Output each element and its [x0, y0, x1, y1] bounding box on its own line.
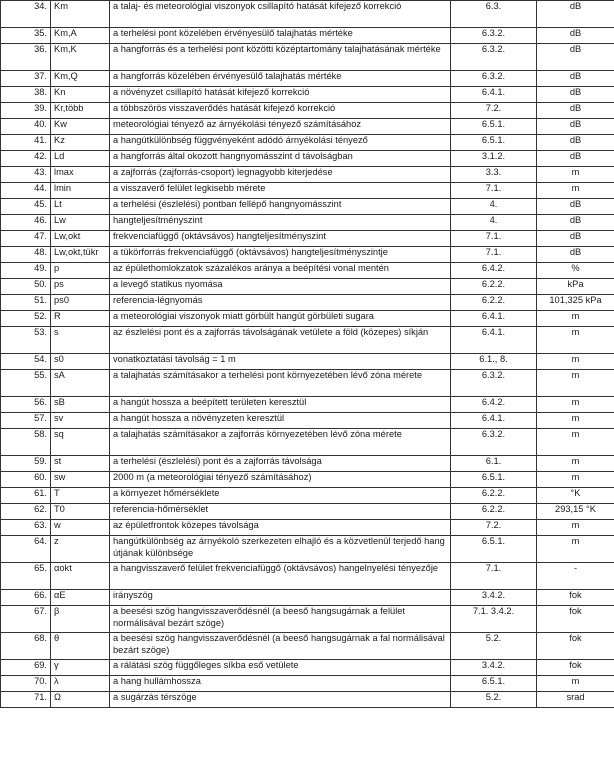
unit-cell: 101,325 kPa — [537, 295, 614, 311]
row-number-cell: 53. — [1, 327, 51, 354]
symbol-cell: Lw — [51, 215, 110, 231]
row-number-cell: 56. — [1, 397, 51, 413]
symbol-cell: β — [51, 606, 110, 633]
symbol-cell: λ — [51, 676, 110, 692]
unit-cell: fok — [537, 606, 614, 633]
row-number-cell: 50. — [1, 279, 51, 295]
symbol-cell: Kr,több — [51, 103, 110, 119]
section-ref-cell: 6.4.1. — [451, 87, 537, 103]
section-ref-cell: 6.5.1. — [451, 676, 537, 692]
row-number-cell: 48. — [1, 247, 51, 263]
section-ref-cell: 7.1. — [451, 563, 537, 590]
symbol-cell: Ld — [51, 151, 110, 167]
symbol-cell: lmin — [51, 183, 110, 199]
table-row — [1, 536, 614, 563]
symbol-cell: lmax — [51, 167, 110, 183]
description-cell: a hangforrás által okozott hangnyomásszint d távolságban — [110, 151, 451, 167]
row-number-cell: 71. — [1, 692, 51, 708]
section-ref-cell: 6.1., 8. — [451, 354, 537, 370]
section-ref-cell: 3.3. — [451, 167, 537, 183]
row-number-cell: 65. — [1, 563, 51, 590]
description-cell: a hangvisszaverő felület frekvenciafüggő (oktávsávos) hangelnyelési tényezője — [110, 563, 451, 590]
section-ref-cell: 3.1.2. — [451, 151, 537, 167]
symbol-cell: θ — [51, 633, 110, 660]
row-number-cell: 41. — [1, 135, 51, 151]
table-row — [1, 311, 614, 327]
row-number-cell: 68. — [1, 633, 51, 660]
row-number-cell: 70. — [1, 676, 51, 692]
description-cell: a tükörforrás frekvenciafüggő (oktávsávos) hangteljesítményszintje — [110, 247, 451, 263]
row-number-cell: 64. — [1, 536, 51, 563]
table-row — [1, 676, 614, 692]
description-cell: a hangút hossza a növényzeten keresztül — [110, 413, 451, 429]
symbol-cell: γ — [51, 660, 110, 676]
description-cell: irányszög — [110, 590, 451, 606]
description-cell: a beesési szög hangvisszaverődésnél (a beeső hangsugárnak a felület normálisával bezárt szöge) — [110, 606, 451, 633]
description-cell: vonatkoztatási távolság = 1 m — [110, 354, 451, 370]
unit-cell: m — [537, 311, 614, 327]
unit-cell: m — [537, 397, 614, 413]
description-cell: a hangútkülönbség függvényeként adódó árnyékolási tényező — [110, 135, 451, 151]
table-row — [1, 354, 614, 370]
section-ref-cell: 7.1. — [451, 183, 537, 199]
unit-cell: m — [537, 413, 614, 429]
unit-cell: dB — [537, 87, 614, 103]
unit-cell: m — [537, 676, 614, 692]
description-cell: a meteorológiai viszonyok miatt görbült hangút görbületi sugara — [110, 311, 451, 327]
symbol-cell: Kw — [51, 119, 110, 135]
unit-cell: dB — [537, 44, 614, 71]
section-ref-cell: 6.5.1. — [451, 536, 537, 563]
section-ref-cell: 6.2.2. — [451, 504, 537, 520]
description-cell: a terhelési (észlelési) pontban fellépő hangnyomásszint — [110, 199, 451, 215]
table-row — [1, 263, 614, 279]
unit-cell: dB — [537, 151, 614, 167]
section-ref-cell: 7.1. — [451, 231, 537, 247]
table-row — [1, 1, 614, 28]
table-row — [1, 119, 614, 135]
table-row — [1, 199, 614, 215]
row-number-cell: 66. — [1, 590, 51, 606]
table-row — [1, 429, 614, 456]
row-number-cell: 58. — [1, 429, 51, 456]
row-number-cell: 43. — [1, 167, 51, 183]
unit-cell: m — [537, 520, 614, 536]
table-row — [1, 87, 614, 103]
symbol-cell: ps — [51, 279, 110, 295]
row-number-cell: 52. — [1, 311, 51, 327]
unit-cell: fok — [537, 660, 614, 676]
section-ref-cell: 7.1. 3.4.2. — [451, 606, 537, 633]
symbol-cell: s0 — [51, 354, 110, 370]
row-number-cell: 34. — [1, 1, 51, 28]
section-ref-cell: 7.2. — [451, 520, 537, 536]
table-row — [1, 44, 614, 71]
unit-cell: dB — [537, 71, 614, 87]
table-row — [1, 247, 614, 263]
section-ref-cell: 6.5.1. — [451, 472, 537, 488]
unit-cell: m — [537, 370, 614, 397]
description-cell: meteorológiai tényező az árnyékolási tényező számításához — [110, 119, 451, 135]
table-row — [1, 135, 614, 151]
symbol-cell: ps0 — [51, 295, 110, 311]
symbol-cell: Lw,okt — [51, 231, 110, 247]
symbol-cell: T — [51, 488, 110, 504]
symbol-table-body — [1, 1, 614, 708]
row-number-cell: 67. — [1, 606, 51, 633]
section-ref-cell: 6.2.2. — [451, 488, 537, 504]
section-ref-cell: 6.3.2. — [451, 44, 537, 71]
unit-cell: dB — [537, 119, 614, 135]
description-cell: a talaj- és meteorológiai viszonyok csillapító hatását kifejező korrekció — [110, 1, 451, 28]
unit-cell: dB — [537, 1, 614, 28]
description-cell: hangútkülönbség az árnyékoló szerkezeten elhajló és a közvetlenül terjedő hang útjának különbsége — [110, 536, 451, 563]
symbol-cell: w — [51, 520, 110, 536]
symbol-cell: Km,K — [51, 44, 110, 71]
description-cell: a talajhatás számításakor a zajforrás környezetében lévő zóna mérete — [110, 429, 451, 456]
unit-cell: m — [537, 472, 614, 488]
description-cell: a sugárzás térszöge — [110, 692, 451, 708]
row-number-cell: 44. — [1, 183, 51, 199]
section-ref-cell: 6.2.2. — [451, 279, 537, 295]
description-cell: a levegő statikus nyomása — [110, 279, 451, 295]
unit-cell: srad — [537, 692, 614, 708]
unit-cell: % — [537, 263, 614, 279]
symbol-cell: αokt — [51, 563, 110, 590]
unit-cell: m — [537, 354, 614, 370]
description-cell: a hangút hossza a beépített területen keresztül — [110, 397, 451, 413]
unit-cell: dB — [537, 28, 614, 44]
table-row — [1, 28, 614, 44]
symbol-cell: Ω — [51, 692, 110, 708]
table-row — [1, 279, 614, 295]
symbol-cell: p — [51, 263, 110, 279]
unit-cell: dB — [537, 103, 614, 119]
unit-cell: m — [537, 429, 614, 456]
section-ref-cell: 5.2. — [451, 633, 537, 660]
row-number-cell: 45. — [1, 199, 51, 215]
table-row — [1, 397, 614, 413]
symbol-cell: Kz — [51, 135, 110, 151]
row-number-cell: 37. — [1, 71, 51, 87]
description-cell: a környezet hőmérséklete — [110, 488, 451, 504]
description-cell: a hang hullámhossza — [110, 676, 451, 692]
table-row — [1, 456, 614, 472]
description-cell: a beesési szög hangvisszaverődésnél (a beeső hangsugárnak a fal normálisával bezárt szöge) — [110, 633, 451, 660]
symbol-cell: T0 — [51, 504, 110, 520]
row-number-cell: 51. — [1, 295, 51, 311]
description-cell: a visszaverő felület legkisebb mérete — [110, 183, 451, 199]
description-cell: az épületfrontok közepes távolsága — [110, 520, 451, 536]
table-row — [1, 231, 614, 247]
row-number-cell: 55. — [1, 370, 51, 397]
section-ref-cell: 6.4.2. — [451, 397, 537, 413]
table-row — [1, 606, 614, 633]
section-ref-cell: 6.3. — [451, 1, 537, 28]
table-row — [1, 472, 614, 488]
section-ref-cell: 6.2.2. — [451, 295, 537, 311]
section-ref-cell: 7.1. — [451, 247, 537, 263]
unit-cell: dB — [537, 231, 614, 247]
description-cell: referencia-légnyomás — [110, 295, 451, 311]
row-number-cell: 60. — [1, 472, 51, 488]
description-cell: az észlelési pont és a zajforrás távolságának vetülete a föld (közepes) síkján — [110, 327, 451, 354]
symbol-cell: z — [51, 536, 110, 563]
table-row — [1, 151, 614, 167]
table-row — [1, 488, 614, 504]
row-number-cell: 63. — [1, 520, 51, 536]
section-ref-cell: 6.3.2. — [451, 28, 537, 44]
table-row — [1, 327, 614, 354]
section-ref-cell: 6.3.2. — [451, 370, 537, 397]
unit-cell: - — [537, 563, 614, 590]
unit-cell: dB — [537, 135, 614, 151]
symbol-cell: sA — [51, 370, 110, 397]
section-ref-cell: 7.2. — [451, 103, 537, 119]
row-number-cell: 69. — [1, 660, 51, 676]
section-ref-cell: 6.1. — [451, 456, 537, 472]
unit-cell: m — [537, 536, 614, 563]
description-cell: hangteljesítményszint — [110, 215, 451, 231]
section-ref-cell: 3.4.2. — [451, 660, 537, 676]
table-row — [1, 633, 614, 660]
unit-cell: dB — [537, 247, 614, 263]
symbol-cell: s — [51, 327, 110, 354]
table-row — [1, 590, 614, 606]
unit-cell: dB — [537, 215, 614, 231]
row-number-cell: 39. — [1, 103, 51, 119]
description-cell: a hangforrás és a terhelési pont közötti középtartomány talajhatásának mértéke — [110, 44, 451, 71]
description-cell: a hangforrás közelében érvényesülő talajhatás mértéke — [110, 71, 451, 87]
table-row — [1, 692, 614, 708]
symbol-cell: Km,A — [51, 28, 110, 44]
symbol-cell: Lw,okt,tükr — [51, 247, 110, 263]
description-cell: a többszörös visszaverődés hatását kifejező korrekció — [110, 103, 451, 119]
unit-cell: fok — [537, 590, 614, 606]
row-number-cell: 54. — [1, 354, 51, 370]
symbol-cell: sB — [51, 397, 110, 413]
row-number-cell: 49. — [1, 263, 51, 279]
row-number-cell: 46. — [1, 215, 51, 231]
row-number-cell: 36. — [1, 44, 51, 71]
section-ref-cell: 5.2. — [451, 692, 537, 708]
symbol-cell: Km,Q — [51, 71, 110, 87]
symbol-cell: Lt — [51, 199, 110, 215]
symbol-cell: Kn — [51, 87, 110, 103]
description-cell: frekvenciafüggő (oktávsávos) hangteljesítményszint — [110, 231, 451, 247]
unit-cell: kPa — [537, 279, 614, 295]
section-ref-cell: 4. — [451, 215, 537, 231]
symbol-cell: sq — [51, 429, 110, 456]
description-cell: a rálátási szög függőleges síkba eső vetülete — [110, 660, 451, 676]
unit-cell: °K — [537, 488, 614, 504]
table-row — [1, 563, 614, 590]
description-cell: a terhelési pont közelében érvényesülő talajhatás mértéke — [110, 28, 451, 44]
symbol-cell: R — [51, 311, 110, 327]
table-row — [1, 295, 614, 311]
section-ref-cell: 6.5.1. — [451, 135, 537, 151]
row-number-cell: 59. — [1, 456, 51, 472]
symbol-cell: αE — [51, 590, 110, 606]
table-row — [1, 167, 614, 183]
description-cell: az épülethomlokzatok százalékos aránya a beépítési vonal mentén — [110, 263, 451, 279]
row-number-cell: 42. — [1, 151, 51, 167]
table-row — [1, 660, 614, 676]
description-cell: 2000 m (a meteorológiai tényező számításához) — [110, 472, 451, 488]
unit-cell: dB — [537, 199, 614, 215]
table-row — [1, 520, 614, 536]
unit-cell: m — [537, 183, 614, 199]
section-ref-cell: 6.4.2. — [451, 263, 537, 279]
description-cell: referencia-hőmérséklet — [110, 504, 451, 520]
table-row — [1, 370, 614, 397]
section-ref-cell: 6.4.1. — [451, 327, 537, 354]
symbol-cell: Km — [51, 1, 110, 28]
unit-cell: m — [537, 167, 614, 183]
section-ref-cell: 6.4.1. — [451, 413, 537, 429]
row-number-cell: 38. — [1, 87, 51, 103]
unit-cell: m — [537, 456, 614, 472]
section-ref-cell: 6.3.2. — [451, 71, 537, 87]
section-ref-cell: 4. — [451, 199, 537, 215]
symbol-cell: sv — [51, 413, 110, 429]
row-number-cell: 61. — [1, 488, 51, 504]
section-ref-cell: 6.5.1. — [451, 119, 537, 135]
description-cell: a zajforrás (zajforrás-csoport) legnagyobb kiterjedése — [110, 167, 451, 183]
row-number-cell: 35. — [1, 28, 51, 44]
unit-cell: m — [537, 327, 614, 354]
table-row — [1, 215, 614, 231]
table-row — [1, 504, 614, 520]
row-number-cell: 62. — [1, 504, 51, 520]
symbol-cell: st — [51, 456, 110, 472]
description-cell: a talajhatás számításakor a terhelési pont környezetében lévő zóna mérete — [110, 370, 451, 397]
row-number-cell: 57. — [1, 413, 51, 429]
section-ref-cell: 3.4.2. — [451, 590, 537, 606]
table-row — [1, 413, 614, 429]
unit-cell: 293,15 °K — [537, 504, 614, 520]
section-ref-cell: 6.3.2. — [451, 429, 537, 456]
row-number-cell: 40. — [1, 119, 51, 135]
unit-cell: fok — [537, 633, 614, 660]
table-row — [1, 183, 614, 199]
description-cell: a terhelési (észlelési) pont és a zajforrás távolsága — [110, 456, 451, 472]
description-cell: a növényzet csillapító hatását kifejező korrekció — [110, 87, 451, 103]
table-row — [1, 103, 614, 119]
table-row — [1, 71, 614, 87]
section-ref-cell: 6.4.1. — [451, 311, 537, 327]
symbol-cell: sw — [51, 472, 110, 488]
row-number-cell: 47. — [1, 231, 51, 247]
